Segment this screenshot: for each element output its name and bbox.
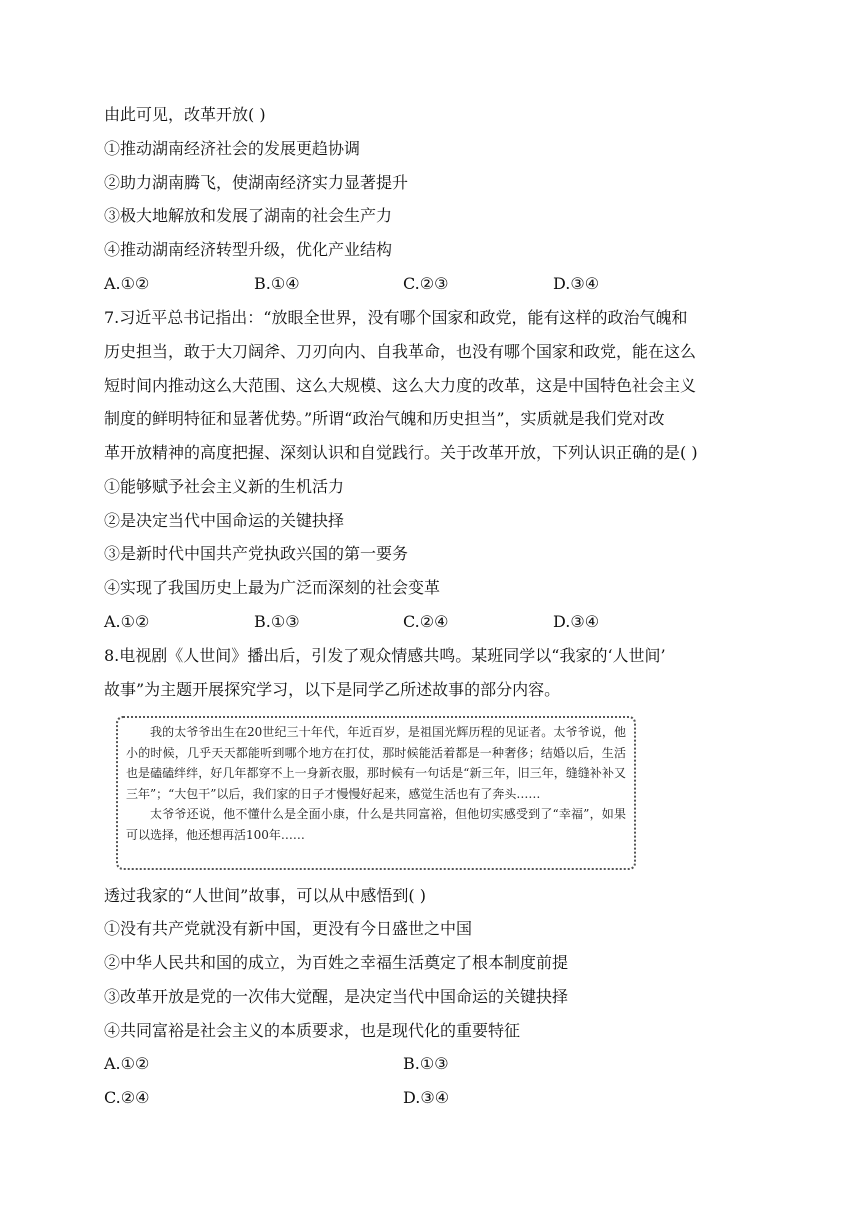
- q7-option-b[interactable]: B.①③: [254, 612, 300, 631]
- story-paragraph-2: 太爷爷还说，他不懂什么是全面小康，什么是共同富裕，但他切实感受到了“幸福”，如果可以选择，他还想再活100年……: [126, 807, 626, 842]
- story-paragraph-1: 我的太爷爷出生在20世纪三十年代，年近百岁，是祖国光辉历程的见证者。太爷爷说，他小的时候，几乎天天都能听到哪个地方在打仗，那时候能活着都是一种奢侈；结婚以后，生活也是磕磕绊绊，好几年都穿不上一身新衣服，那时候有一句话是“新三年，旧三年，缝缝补补又三年”；“大包干”以后，我们家的日子才慢慢好起来，感觉生活也有了奔头……: [126, 725, 626, 801]
- q7-statement-2: ②是决定当代中国命运的关键抉择: [104, 511, 345, 530]
- q7-option-a[interactable]: A.①②: [104, 612, 150, 631]
- q7-option-d[interactable]: D.③④: [553, 612, 600, 631]
- q7-stem-line-1: 7.习近平总书记指出：“放眼全世界，没有哪个国家和政党，能有这样的政治气魄和: [104, 308, 688, 327]
- q6-option-d[interactable]: D.③④: [553, 274, 600, 293]
- q6-statement-3: ③极大地解放和发展了湖南的社会生产力: [104, 206, 393, 225]
- q6-option-b[interactable]: B.①④: [254, 274, 300, 293]
- q8-statement-4: ④共同富裕是社会主义的本质要求，也是现代化的重要特征: [104, 1021, 521, 1040]
- q8-stem-line-2: 故事”为主题开展探究学习，以下是同学乙所述故事的部分内容。: [104, 680, 561, 699]
- q8-stem-end: 透过我家的“人世间”故事，可以从中感悟到( ): [104, 886, 426, 905]
- q7-option-c[interactable]: C.②④: [403, 612, 449, 631]
- q8-option-b[interactable]: B.①③: [403, 1054, 449, 1073]
- q8-option-c[interactable]: C.②④: [104, 1088, 150, 1107]
- q8-statement-1: ①没有共产党就没有新中国，更没有今日盛世之中国: [104, 919, 473, 938]
- q7-statement-1: ①能够赋予社会主义新的生机活力: [104, 477, 345, 496]
- q6-stem-end: 由此可见，改革开放( ): [104, 105, 266, 124]
- q7-stem-line-4: 制度的鲜明特征和显著优势。”所谓“政治气魄和历史担当”，实质就是我们党对改: [104, 409, 665, 428]
- q7-statement-4: ④实现了我国历史上最为广泛而深刻的社会变革: [104, 578, 441, 597]
- q8-stem-line-1: 8.电视剧《人世间》播出后，引发了观众情感共鸣。某班同学以“我家的‘人世间’: [104, 646, 666, 665]
- q8-statement-3: ③改革开放是党的一次伟大觉醒，是决定当代中国命运的关键抉择: [104, 987, 569, 1006]
- q8-statement-2: ②中华人民共和国的成立，为百姓之幸福生活奠定了根本制度前提: [104, 953, 569, 972]
- q6-option-a[interactable]: A.①②: [104, 274, 150, 293]
- story-box: [116, 716, 636, 870]
- q7-stem-line-5: 革开放精神的高度把握、深刻认识和自觉践行。关于改革开放，下列认识正确的是( ): [104, 443, 698, 462]
- q6-statement-2: ②助力湖南腾飞，使湖南经济实力显著提升: [104, 173, 409, 192]
- q8-option-a[interactable]: A.①②: [104, 1054, 150, 1073]
- q7-stem-line-2: 历史担当，敢于大刀阔斧、刀刃向内、自我革命，也没有哪个国家和政党，能在这么: [104, 342, 697, 361]
- q6-statement-1: ①推动湖南经济社会的发展更趋协调: [104, 139, 361, 158]
- q6-statement-4: ④推动湖南经济转型升级，优化产业结构: [104, 240, 393, 259]
- q7-stem-line-3: 短时间内推动这么大范围、这么大规模、这么大力度的改革，这是中国特色社会主义: [104, 376, 697, 395]
- q8-option-d[interactable]: D.③④: [403, 1088, 450, 1107]
- q7-statement-3: ③是新时代中国共产党执政兴国的第一要务: [104, 544, 409, 563]
- q6-option-c[interactable]: C.②③: [403, 274, 449, 293]
